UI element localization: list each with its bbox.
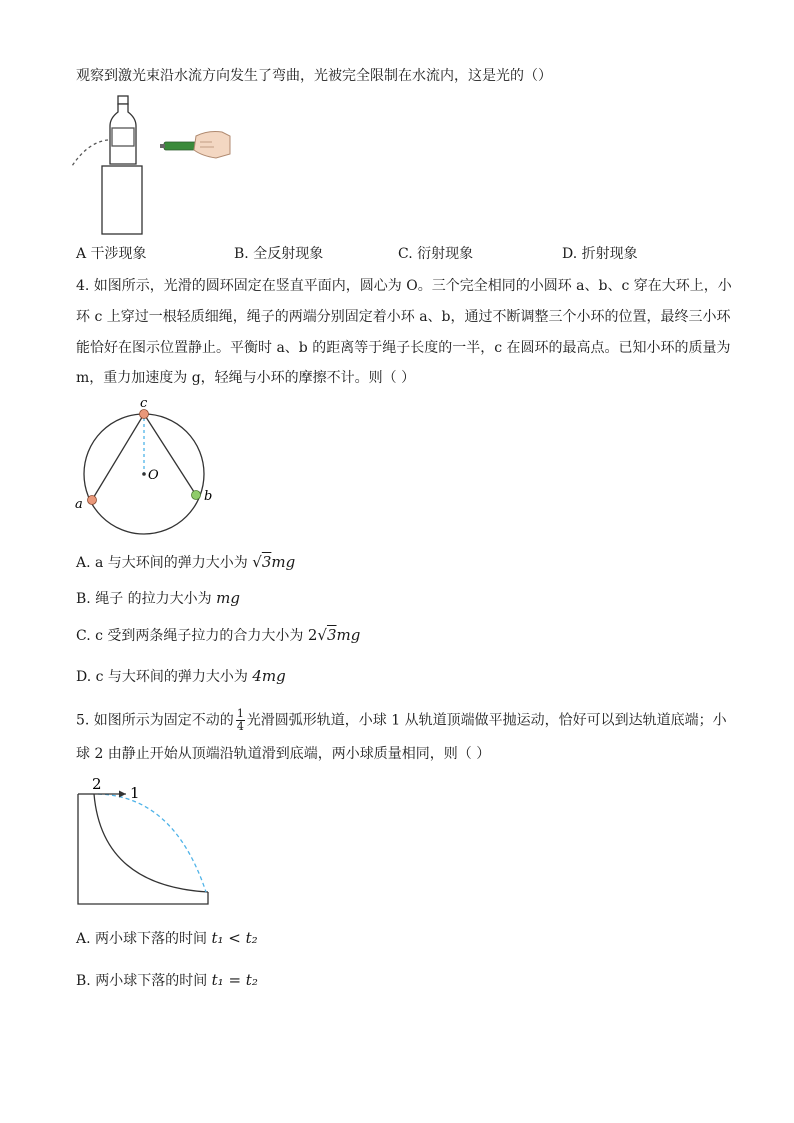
q4-line-3: 能恰好在图示位置静止。平衡时 a、b 的距离等于绳子长度的一半，c 在圆环的最高点。已知小环的质量为: [76, 340, 731, 356]
stand-block: [102, 166, 142, 234]
water-bottle-illustration: [110, 96, 136, 164]
label-c: c: [140, 396, 148, 411]
q5-option-b-math: t₁ = t₂: [211, 971, 258, 989]
arrow-head-icon: [119, 791, 126, 798]
ring-b: [192, 491, 201, 500]
q5-option-a-text: A. 两小球下落的时间: [76, 931, 212, 947]
q5-option-b[interactable]: [76, 970, 258, 991]
q3-option-a[interactable]: A 干涉现象: [76, 246, 147, 262]
laser-pointer-hand: [160, 132, 230, 159]
q4-option-d-text: D. c 与大环间的弹力大小为: [76, 669, 253, 685]
rope-c-to-a: [92, 414, 144, 500]
q3-figure: [60, 92, 240, 237]
center-point: [142, 472, 146, 476]
quarter-fraction: $\frac{1}{4}$: [236, 707, 244, 733]
q5-figure: [74, 774, 214, 908]
q3-option-c[interactable]: C. 衍射现象: [398, 246, 474, 262]
q4-figure: [70, 398, 220, 520]
q5-option-a-math: t₁ < t₂: [211, 929, 258, 947]
q4-option-b-text: B. 绳子 的拉力大小为: [76, 591, 217, 607]
q5-option-a[interactable]: [76, 928, 258, 949]
q4-line-1: 4. 如图所示，光滑的圆环固定在竖直平面内，圆心为 O。三个完全相同的小圆环 a、b、c 穿在大环上，小: [76, 278, 732, 294]
q4-option-c-math: 2√3mg: [307, 626, 361, 644]
q4-option-d-math: 4mg: [252, 667, 286, 685]
q3-stem: 观察到激光束沿水流方向发生了弯曲，光被完全限制在水流内，这是光的（）: [76, 68, 552, 84]
q3-option-d[interactable]: D. 折射现象: [562, 246, 638, 262]
ring-a: [88, 496, 97, 505]
q5-option-b-text: B. 两小球下落的时间: [76, 973, 212, 989]
q4-option-a-text: A. a 与大环间的弹力大小为: [76, 555, 253, 571]
q4-line-2: 环 c 上穿过一根轻质细绳，绳子的两端分别固定着小环 a、b，通过不断调整三个小环的位置，最终三小环: [76, 309, 731, 325]
q4-line-4: m，重力加速度为 g，轻绳与小环的摩擦不计。则（ ）: [76, 370, 416, 386]
q4-option-b[interactable]: [76, 588, 240, 609]
label-a: a: [75, 497, 83, 512]
q4-option-d[interactable]: [76, 666, 286, 687]
q5-line-2: 球 2 由静止开始从顶端沿轨道滑到底端，两小球质量相同，则（ ）: [76, 746, 491, 762]
track-frame: [78, 794, 208, 904]
water-stream-path: [72, 140, 108, 166]
q4-option-a[interactable]: [76, 552, 295, 573]
label-ball-1: 1: [130, 784, 140, 802]
quarter-arc-track: [94, 794, 208, 892]
q4-option-c[interactable]: [76, 625, 360, 646]
q4-option-b-math: mg: [216, 589, 240, 607]
q3-option-b[interactable]: B. 全反射现象: [234, 246, 324, 262]
projectile-dashed-path: [98, 794, 206, 892]
q4-option-a-math: √3mg: [252, 553, 296, 571]
label-b: b: [204, 489, 213, 504]
q4-option-c-text: C. c 受到两条绳子拉力的合力大小为: [76, 628, 308, 644]
label-o: O: [148, 468, 159, 483]
q5-line-1: 5. 如图所示为固定不动的 $\frac{1}{4}$ 光滑圆弧形轨道，小球 1 从轨道顶端做平抛运动，恰好可以到达轨道底端；小: [76, 707, 727, 733]
label-ball-2: 2: [92, 775, 102, 793]
